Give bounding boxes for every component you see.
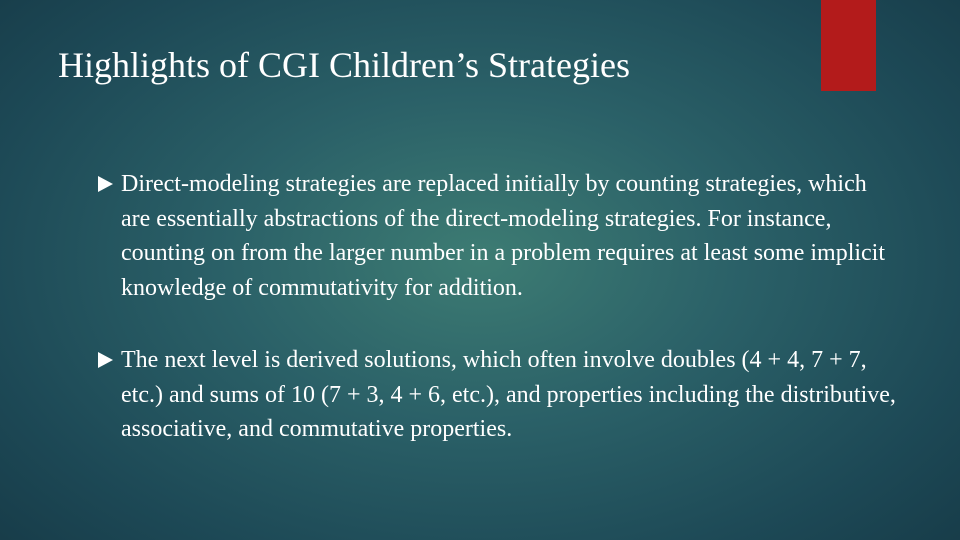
slide-title: Highlights of CGI Children’s Strategies <box>58 45 630 85</box>
triangle-bullet-icon <box>98 176 113 192</box>
bullet-item <box>96 167 896 305</box>
bullet-list <box>96 167 896 447</box>
bullet-item <box>96 343 896 447</box>
bullet-text: The next level is derived solutions, which often involve doubles (4 + 4, 7 + 7, etc.) and sums of 10 (7 + 3, 4 + 6, etc.), and properties including the distributive, associative, and commutative properties. <box>121 347 896 442</box>
accent-bar <box>821 0 876 91</box>
triangle-bullet-icon <box>98 352 113 368</box>
bullet-text: Direct-modeling strategies are replaced initially by counting strategies, which are essentially abstractions of the direct-modeling strategies. For instance, counting on from the larger number in a problem requires at least some implicit knowledge of commutativity for addition. <box>121 171 886 301</box>
